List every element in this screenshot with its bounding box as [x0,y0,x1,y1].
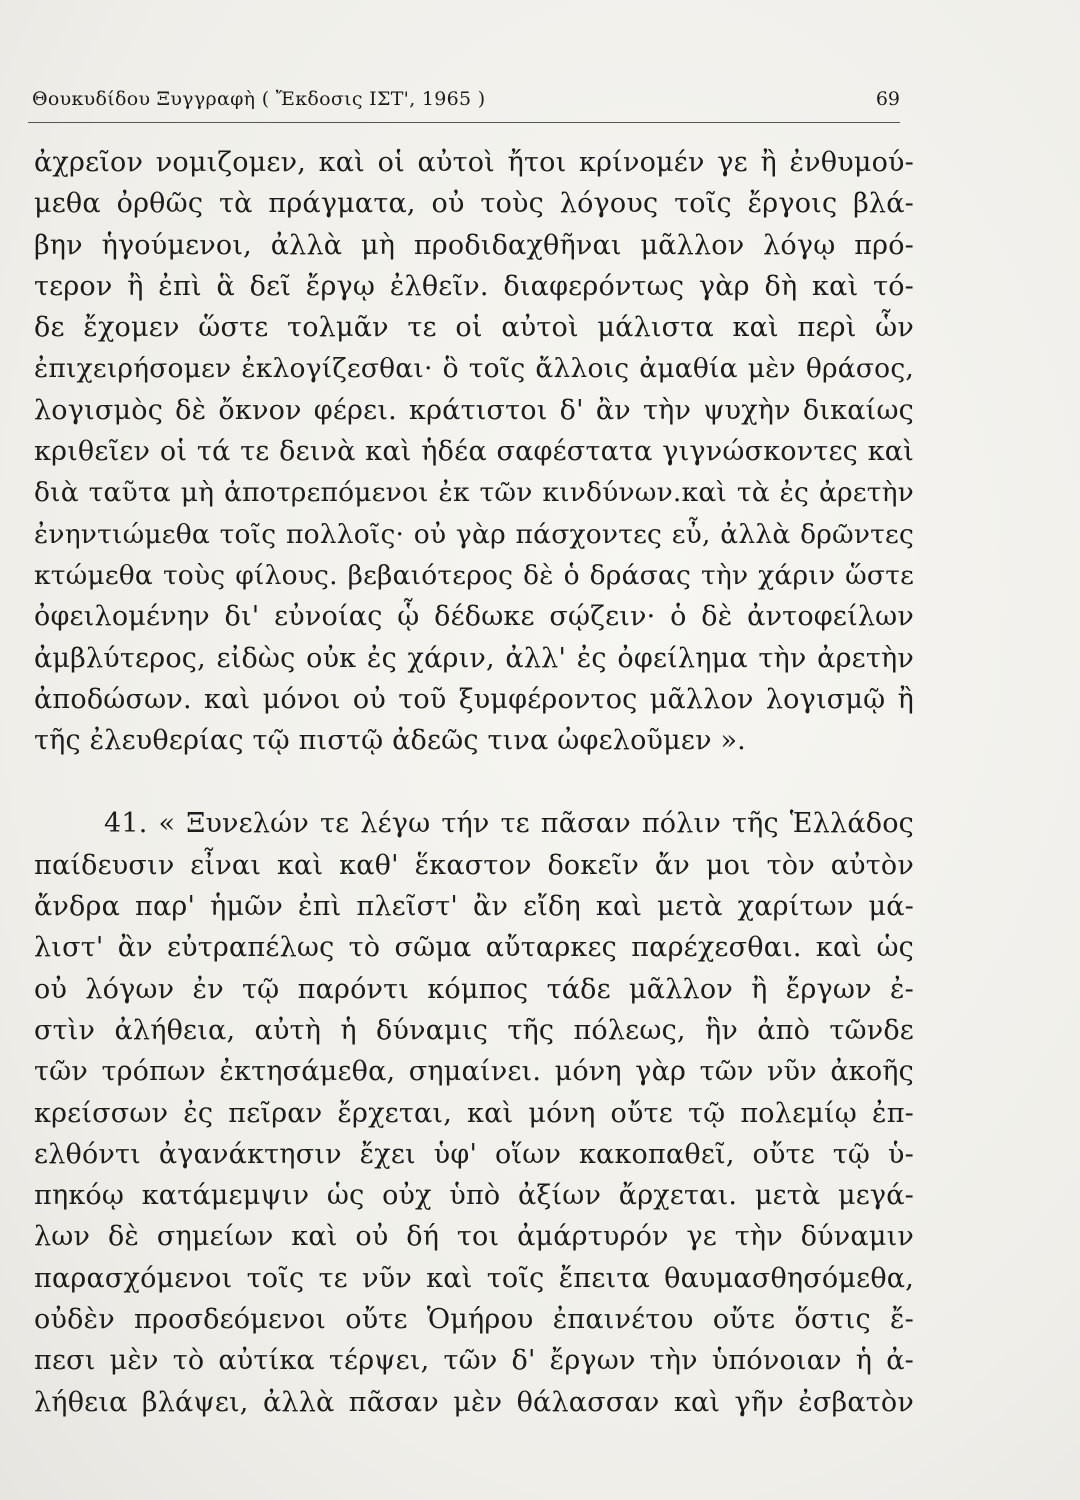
text-line: παρασχόμενοι τοῖς τε νῦν καὶ τοῖς ἔπειτα θαυμασθησόμεθα, [34,1262,914,1294]
text-line: τῶν τρόπων ἐκτησάμεθα, σημαίνει. μόνη γὰρ τῶν νῦν ἀκοῆς [34,1056,914,1088]
text-line: διὰ ταῦτα μὴ ἀποτρεπόμενοι ἐκ τῶν κινδύνων.καὶ τὰ ἐς ἀρετὴν [34,477,914,509]
text-line: ἄνδρα παρ' ἡμῶν ἐπὶ πλεῖστ' ἂν εἴδη καὶ μετὰ χαρίτων μά- [34,891,914,923]
running-header [32,88,900,116]
paragraph-1 [34,142,914,761]
text-line: κριθεῖεν οἱ τά τε δεινὰ καὶ ἡδέα σαφέστατα γιγνώσκοντες καὶ [34,436,914,468]
text-line: πηκόῳ κατάμεμψιν ὡς οὐχ ὑπὸ ἀξίων ἄρχεται. μετὰ μεγά- [34,1180,914,1212]
text-line: ἀχρεῖον νομιζομεν, καὶ οἱ αὐτοὶ ἤτοι κρίνομέν γε ἢ ἐνθυμού- [34,147,914,178]
header-rule [28,122,900,123]
text-line: οὐδὲν προσδεόμενοι οὔτε Ὁμήρου ἐπαινέτου οὔτε ὅστις ἔ- [34,1304,914,1336]
text-line: πεσι μὲν τὸ αὐτίκα τέρψει, τῶν δ' ἔργων τὴν ὑπόνοιαν ἡ ἀ- [34,1345,914,1377]
text-line: λων δὲ σημείων καὶ οὐ δή τοι ἀμάρτυρόν γε τὴν δύναμιν [34,1221,914,1253]
text-line: ἐνηντιώμεθα τοῖς πολλοῖς· οὐ γὰρ πάσχοντες εὖ, ἀλλὰ δρῶντες [34,518,914,550]
text-line: μεθα ὀρθῶς τὰ πράγματα, οὐ τοὺς λόγους τοῖς ἔργοις βλά- [34,188,914,220]
text-line: βην ἡγούμενοι, ἀλλὰ μὴ προδιδαχθῆναι μᾶλλον λόγῳ πρό- [34,229,914,261]
text-line: κρείσσων ἐς πεῖραν ἔρχεται, καὶ μόνη οὔτε τῷ πολεμίῳ ἐπ- [34,1097,914,1129]
text-line: δε ἔχομεν ὥστε τολμᾶν τε οἱ αὐτοὶ μάλιστα καὶ περὶ ὧν [34,312,914,344]
text-line: οὐ λόγων ἐν τῷ παρόντι κόμπος τάδε μᾶλλον ἢ ἔργων ἐ- [34,973,914,1005]
text-line: παίδευσιν εἶναι καὶ καθ' ἕκαστον δοκεῖν ἄν μοι τὸν αὐτὸν [34,849,914,881]
paragraph-gap [34,761,914,803]
text-line: ελθόντι ἀγανάκτησιν ἔχει ὑφ' οἵων κακοπαθεῖ, οὔτε τῷ ὑ- [34,1138,914,1170]
text-line: ἀποδώσων. καὶ μόνοι οὐ τοῦ ξυμφέροντος μᾶλλον λογισμῷ ἢ [34,683,914,715]
text-line: τερον ἢ ἐπὶ ἃ δεῖ ἔργῳ ἐλθεῖν. διαφερόντως γὰρ δὴ καὶ τό- [34,270,914,302]
paragraph-41 [34,803,914,1422]
running-title: Θουκυδίδου Ξυγγραφὴ ( Ἔκδοσις ΙΣΤ', 1965 ) [32,88,486,110]
text-line: λήθεια βλάψει, ἀλλὰ πᾶσαν μὲν θάλασσαν καὶ γῆν ἐσβατὸν [34,1386,914,1418]
text-line: ἀμβλύτερος, εἰδὼς οὐκ ἐς χάριν, ἀλλ' ἐς ὀφείλημα τὴν ἀρετὴν [34,642,914,674]
section-opening-line: 41. « Ξυνελών τε λέγω τήν τε πᾶσαν πόλιν τῆς Ἑλλάδος [104,808,914,840]
text-line: ὀφειλομένην δι' εὐνοίας ᾧ δέδωκε σῴζειν· ὁ δὲ ἀντοφείλων [34,601,914,633]
body-text [34,142,914,1423]
text-line: λιστ' ἂν εὐτραπέλως τὸ σῶμα αὔταρκες παρέχεσθαι. καὶ ὡς [34,932,914,964]
text-line: λογισμὸς δὲ ὄκνον φέρει. κράτιστοι δ' ἂν τὴν ψυχὴν δικαίως [34,394,914,426]
page-number: 69 [875,88,900,110]
text-line: στὶν ἀλήθεια, αὐτὴ ἡ δύναμις τῆς πόλεως, ἣν ἀπὸ τῶνδε [34,1014,914,1046]
text-line: ἐπιχειρήσομεν ἐκλογίζεσθαι· ὃ τοῖς ἄλλοις ἀμαθία μὲν θράσος, [34,353,914,385]
text-line: τῆς ἐλευθερίας τῷ πιστῷ ἀδεῶς τινα ὠφελοῦμεν ». [34,725,746,757]
text-line: κτώμεθα τοὺς φίλους. βεβαιότερος δὲ ὁ δράσας τὴν χάριν ὥστε [34,559,914,591]
